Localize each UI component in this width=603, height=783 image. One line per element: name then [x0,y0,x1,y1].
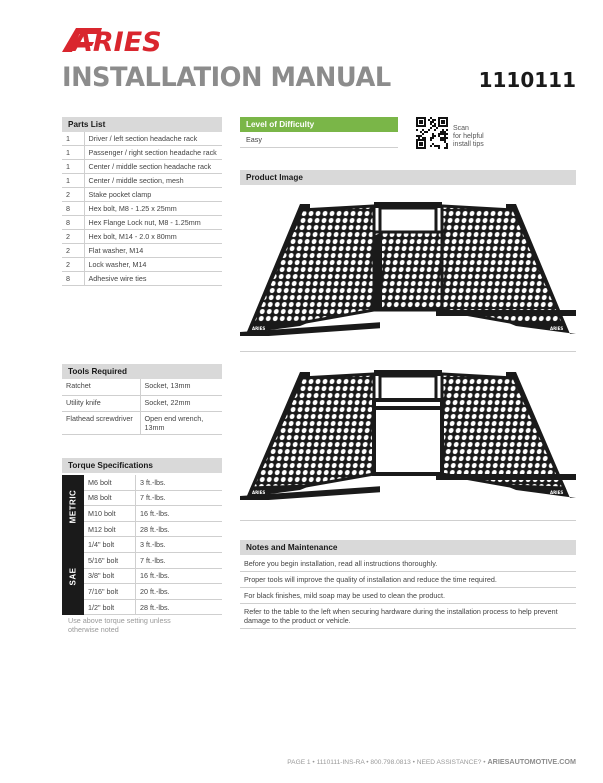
footer: PAGE 1 • 1110111-INS-RA • 800.798.0813 • NEED ASSISTANCE? • ARIESAUTOMOTIVE.COM [287,757,576,766]
part-desc: Hex bolt, M8 - 1.25 x 25mm [84,202,222,216]
part-desc: Flat washer, M14 [84,244,222,258]
parts-list-heading: Parts List [62,117,222,132]
table-row [84,491,222,507]
torque-value: 28 ft.-lbs. [140,524,170,534]
aries-logo [62,24,210,54]
torque-value: 7 ft.-lbs. [140,493,166,503]
part-desc: Hex bolt, M14 - 2.0 x 80mm [84,230,222,244]
notes-list [240,556,576,629]
list-item: Proper tools will improve the quality of installation and reduce the time required. [240,572,576,588]
part-desc: Hex Flange Lock nut, M8 - 1.25mm [84,216,222,230]
part-desc: Adhesive wire ties [84,272,222,286]
qr-caption: Scan for helpful install tips [453,125,484,148]
table-row [62,230,222,244]
torque-value: 3 ft.-lbs. [140,477,166,487]
part-qty: 8 [62,272,84,286]
tool-right: Open end wrench, 13mm [140,411,222,434]
table-row [84,506,222,522]
table-row [62,146,222,160]
tool-left: Flathead screwdriver [62,411,140,434]
notes-heading: Notes and Maintenance [240,540,576,555]
part-desc: Driver / left section headache rack [84,132,222,146]
brand-text: ARIES [72,27,162,54]
difficulty-heading: Level of Difficulty [240,117,398,132]
part-qty: 2 [62,188,84,202]
list-item: Refer to the table to the left when securing hardware during the installation process to help prevent damage to the product or vehicle. [240,604,576,629]
table-row [62,216,222,230]
difficulty-value: Easy [240,132,398,148]
torque-value: 16 ft.-lbs. [140,508,170,518]
torque-table [62,475,222,615]
table-row [62,160,222,174]
table-row [62,272,222,286]
tools-table [62,379,222,435]
manual-title: INSTALLATION MANUAL [62,62,391,93]
torque-value: 16 ft.-lbs. [140,571,170,581]
parts-list-table [62,132,222,286]
tool-right: Socket, 13mm [140,379,222,395]
torque-group [62,475,222,537]
torque-value: 28 ft.-lbs. [140,602,170,612]
part-desc: Stake pocket clamp [84,188,222,202]
table-row [84,522,222,538]
part-qty: 8 [62,202,84,216]
part-number: 1110111 [478,68,576,92]
torque-bolt: M12 bolt [84,522,136,537]
rack-badge: ARIES [252,326,266,331]
tool-left: Ratchet [62,379,140,395]
torque-bolt: M6 bolt [84,475,136,490]
table-row [84,600,222,616]
part-qty: 1 [62,132,84,146]
table-row [84,553,222,569]
divider [240,520,576,521]
torque-value: 20 ft.-lbs. [140,586,170,596]
part-qty: 2 [62,244,84,258]
torque-heading: Torque Specifications [62,458,222,473]
part-qty: 1 [62,160,84,174]
torque-bolt: 1/4" bolt [84,537,136,552]
torque-value: 7 ft.-lbs. [140,555,166,565]
tools-heading: Tools Required [62,364,222,379]
table-row [84,475,222,491]
part-qty: 1 [62,174,84,188]
torque-group-label: METRIC [62,475,84,537]
table-row [62,258,222,272]
table-row [84,584,222,600]
product-image-heading: Product Image [240,170,576,185]
table-row [62,395,222,411]
list-item: For black finishes, mild soap may be used to clean the product. [240,588,576,604]
tool-right: Socket, 22mm [140,395,222,411]
torque-group [62,537,222,615]
list-item: Before you begin installation, read all instructions thoroughly. [240,556,576,572]
torque-bolt: 3/8" bolt [84,569,136,584]
product-image-mesh [240,196,576,336]
table-row [62,132,222,146]
table-row [62,188,222,202]
qr-code-icon[interactable] [416,117,448,149]
product-image-open [240,364,576,500]
part-desc: Center / middle section headache rack [84,160,222,174]
table-row [62,379,222,395]
part-qty: 8 [62,216,84,230]
table-row [62,244,222,258]
table-row [84,569,222,585]
tool-left: Utility knife [62,395,140,411]
torque-group-label: SAE [62,537,84,615]
website-link[interactable]: ARIESAUTOMOTIVE.COM [487,757,576,766]
part-qty: 2 [62,258,84,272]
rack-badge: ARIES [252,490,266,495]
torque-value: 3 ft.-lbs. [140,540,166,550]
torque-bolt: 7/16" bolt [84,584,136,599]
table-row [62,202,222,216]
table-row [84,537,222,553]
rack-badge: ARIES [550,326,564,331]
part-qty: 1 [62,146,84,160]
torque-bolt: 1/2" bolt [84,600,136,615]
torque-bolt: 5/16" bolt [84,553,136,568]
torque-bolt: M8 bolt [84,491,136,506]
rack-badge: ARIES [550,490,564,495]
table-row [62,174,222,188]
divider [240,351,576,352]
torque-note: Use above torque setting unless otherwise noted [68,616,171,634]
part-desc: Passenger / right section headache rack [84,146,222,160]
part-desc: Lock washer, M14 [84,258,222,272]
table-row [62,411,222,434]
part-qty: 2 [62,230,84,244]
torque-bolt: M10 bolt [84,506,136,521]
part-desc: Center / middle section, mesh [84,174,222,188]
